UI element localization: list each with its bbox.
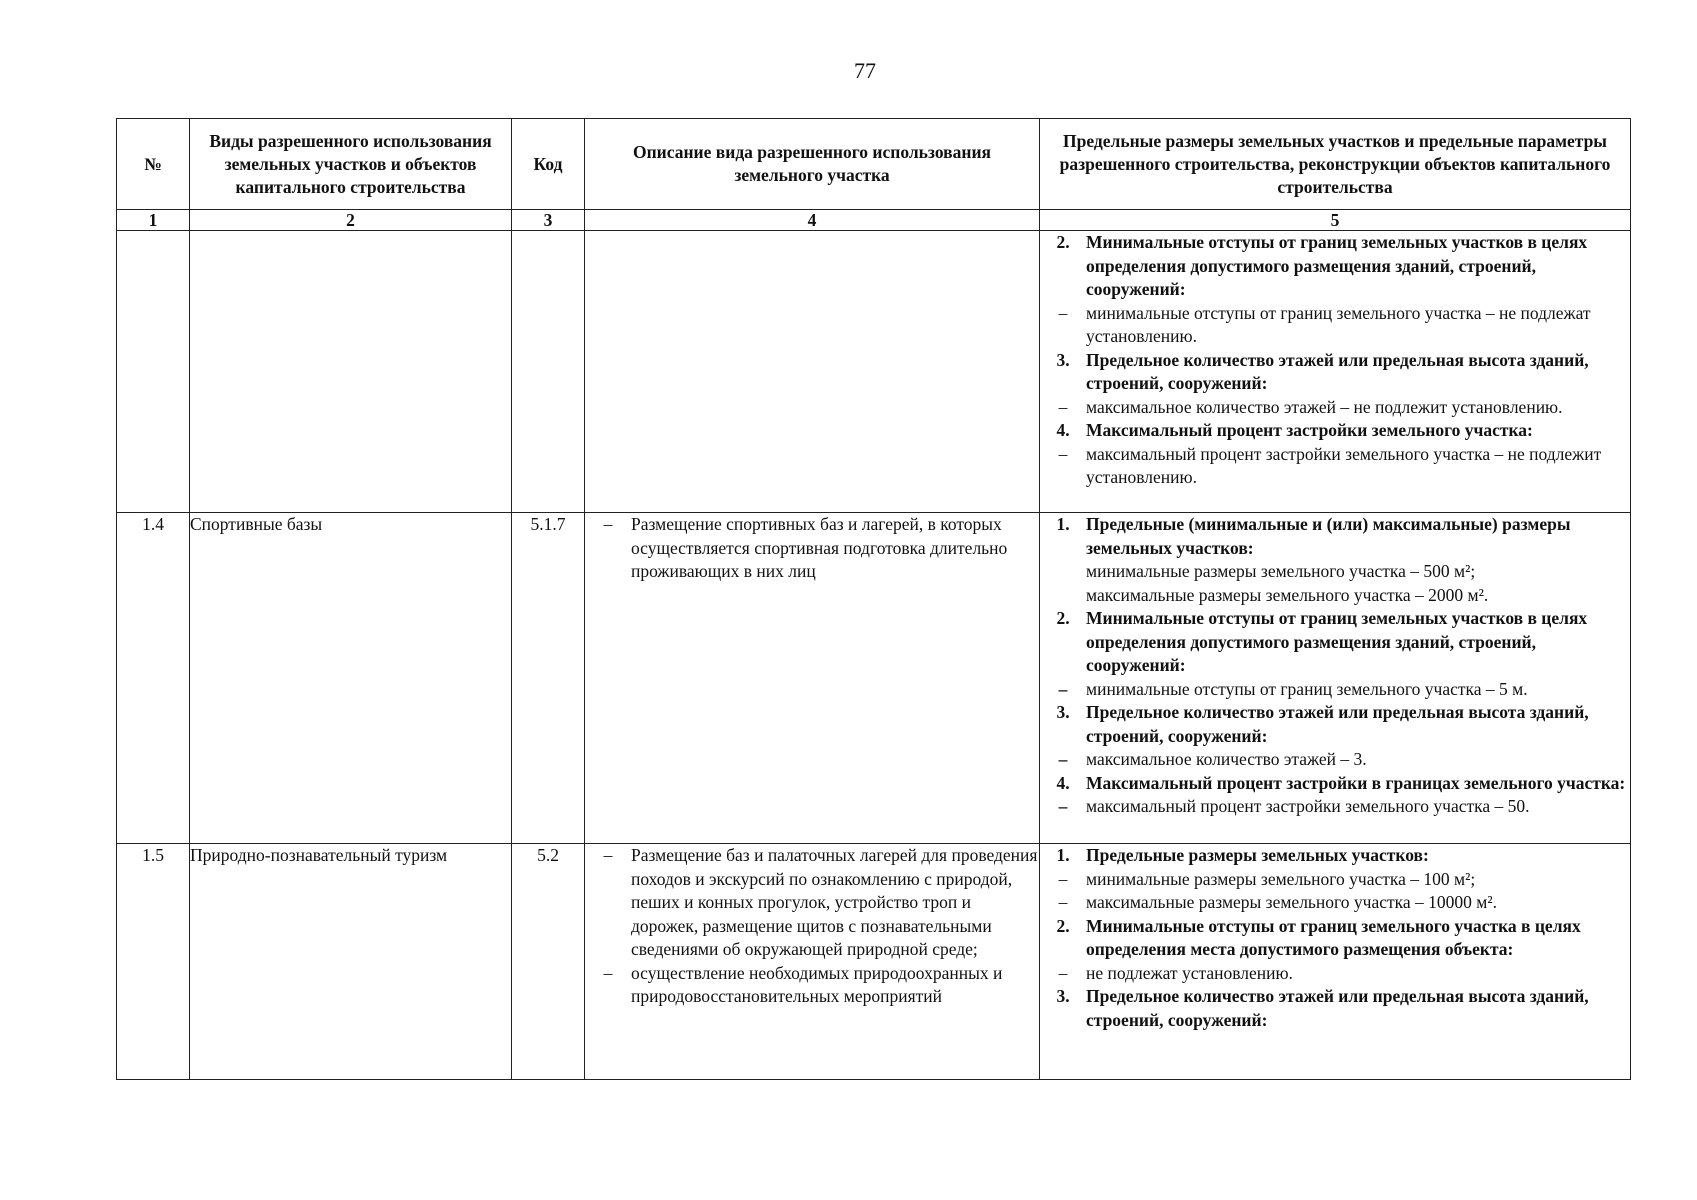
parameter-text: Минимальные отступы от границ земельных участков в целях определения допустимого размещения зданий, строений, сооружений:	[1086, 608, 1588, 675]
list-marker: 1.	[1056, 514, 1070, 534]
list-marker: 1.	[1056, 845, 1070, 865]
list-marker: 4.	[1056, 420, 1070, 440]
list-marker: –	[1058, 749, 1068, 769]
parameter-heading	[1040, 844, 1630, 868]
parameter-heading	[1040, 349, 1630, 396]
parameter-text: Предельные размеры земельных участков:	[1086, 845, 1429, 865]
row-number: 1.5	[117, 844, 190, 1080]
usage-code: 5.2	[512, 844, 585, 1080]
list-marker: –	[603, 514, 613, 534]
table-body	[117, 231, 1631, 1080]
list-marker: –	[1058, 443, 1068, 464]
parameter-text: Минимальные отступы от границ земельных участков в целях определения допустимого размещения зданий, строений, сооружений:	[1086, 232, 1588, 299]
parameters-cell	[1040, 231, 1631, 513]
parameter-heading	[1040, 419, 1630, 443]
parameter-text: Предельные (минимальные и (или) максимальные) размеры земельных участков:	[1086, 514, 1571, 558]
list-marker: –	[1058, 962, 1068, 983]
list-marker: 3.	[1056, 986, 1070, 1006]
parameter-text: Предельное количество этажей или предельная высота зданий, строений, сооружений:	[1086, 986, 1589, 1030]
row-number	[117, 231, 190, 513]
parameter-text: минимальные отступы от границ земельного участка – 5 м.	[1086, 678, 1528, 699]
list-marker: 2.	[1056, 232, 1070, 252]
column-number-row	[117, 210, 1631, 231]
parameter-heading	[1040, 513, 1630, 560]
header-row	[117, 119, 1631, 210]
parameter-text: максимальное количество этажей – 3.	[1086, 749, 1367, 769]
column-number: 5	[1040, 210, 1631, 231]
parameter-value: максимальные размеры земельного участка – 2000 м².	[1086, 584, 1489, 605]
parameters-cell	[1040, 844, 1631, 1080]
usage-description	[585, 231, 1040, 513]
parameter-text: не подлежат установлению.	[1086, 962, 1293, 983]
table-row	[117, 513, 1631, 844]
header-usage-type: Виды разрешенного использования земельных участков и объектов капитального строительства	[190, 119, 512, 210]
regulations-table	[116, 118, 1631, 1080]
usage-type-name: Природно-познавательный туризм	[190, 844, 512, 1080]
parameter-text: Предельное количество этажей или предельная высота зданий, строений, сооружений:	[1086, 702, 1589, 746]
list-marker: 4.	[1056, 772, 1070, 793]
parameter-text: максимальные размеры земельного участка – 10000 м².	[1086, 892, 1497, 912]
parameter-value	[1040, 891, 1630, 915]
list-marker: 3.	[1056, 349, 1070, 370]
list-marker: 2.	[1056, 608, 1070, 628]
list-marker: 2.	[1056, 915, 1070, 936]
description-text: Размещение баз и палаточных лагерей для проведения походов и экскурсий по ознакомлению с природой, пеших и конных прогулок, устройство троп и дорожек, размещение щитов с познавательными сведениями об окружающей природной среде;	[631, 845, 1038, 959]
usage-description	[585, 513, 1040, 844]
column-number: 3	[512, 210, 585, 231]
parameter-text: Предельное количество этажей или предельная высота зданий, строений, сооружений:	[1086, 349, 1589, 393]
parameter-text: максимальное количество этажей – не подлежит установлению.	[1086, 396, 1563, 417]
parameter-text: максимальный процент застройки земельного участка – не подлежит установлению.	[1086, 443, 1602, 487]
parameter-value	[1040, 748, 1630, 772]
list-marker: –	[1058, 678, 1068, 699]
header-parameters: Предельные размеры земельных участков и предельные параметры разрешенного строительства, реконструкции объектов капитального строительства	[1040, 119, 1631, 210]
table-row	[117, 231, 1631, 513]
header-number: №	[117, 119, 190, 210]
parameter-heading	[1040, 915, 1630, 962]
parameter-heading	[1040, 607, 1630, 678]
parameter-heading	[1040, 701, 1630, 748]
description-text: осуществление необходимых природоохранных и природовосстановительных мероприятий	[631, 962, 1003, 1006]
parameter-text: минимальные отступы от границ земельного участка – не подлежат установлению.	[1086, 302, 1591, 346]
list-marker: –	[603, 845, 613, 865]
list-marker: –	[603, 962, 613, 983]
parameter-value	[1040, 868, 1630, 892]
parameter-text: Максимальный процент застройки в границах земельного участка:	[1086, 772, 1626, 793]
list-marker: –	[1058, 868, 1068, 889]
usage-description	[585, 844, 1040, 1080]
parameter-value	[1040, 302, 1630, 349]
list-marker: 3.	[1056, 702, 1070, 722]
list-marker: –	[1058, 302, 1068, 323]
usage-type-name: Спортивные базы	[190, 513, 512, 844]
parameter-heading	[1040, 772, 1630, 796]
list-marker: –	[1058, 396, 1068, 417]
parameter-value	[1040, 678, 1630, 702]
parameter-value	[1040, 443, 1630, 490]
column-number: 4	[585, 210, 1040, 231]
description-item	[585, 513, 1039, 584]
parameter-value	[1040, 962, 1630, 986]
column-number: 1	[117, 210, 190, 231]
parameter-text: Минимальные отступы от границ земельного участка в целях определения места допустимого размещения объекта:	[1086, 915, 1581, 959]
usage-code: 5.1.7	[512, 513, 585, 844]
description-item	[585, 962, 1039, 1009]
list-marker: –	[1058, 796, 1068, 816]
header-code: Код	[512, 119, 585, 210]
usage-code	[512, 231, 585, 513]
description-item	[585, 844, 1039, 962]
list-marker: –	[1058, 892, 1068, 912]
parameter-value	[1040, 795, 1630, 819]
parameter-value: минимальные размеры земельного участка – 500 м²;	[1086, 561, 1476, 581]
parameter-heading	[1040, 985, 1630, 1032]
usage-type-name	[190, 231, 512, 513]
column-number: 2	[190, 210, 512, 231]
description-text: Размещение спортивных баз и лагерей, в которых осуществляется спортивная подготовка длительно проживающих в них лиц	[631, 514, 1008, 581]
row-number: 1.4	[117, 513, 190, 844]
header-description: Описание вида разрешенного использования земельного участка	[585, 119, 1040, 210]
parameter-text: Максимальный процент застройки земельного участка:	[1086, 420, 1533, 440]
parameter-text: минимальные размеры земельного участка – 100 м²;	[1086, 868, 1476, 889]
table-row	[117, 844, 1631, 1080]
parameters-cell	[1040, 513, 1631, 844]
page-number: 77	[854, 58, 876, 83]
parameter-text: максимальный процент застройки земельного участка – 50.	[1086, 796, 1530, 816]
parameter-heading	[1040, 231, 1630, 302]
parameter-value	[1040, 396, 1630, 420]
